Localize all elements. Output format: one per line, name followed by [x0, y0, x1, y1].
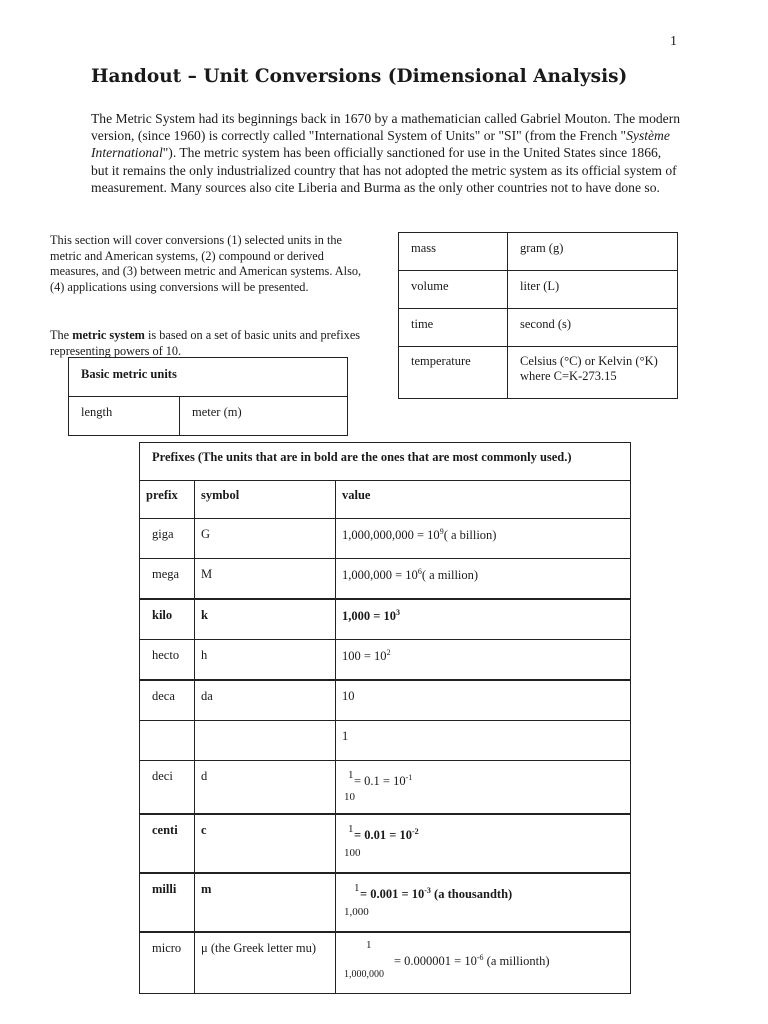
basic-units-table-continued [398, 232, 678, 399]
prefix-cell: hecto [140, 640, 195, 681]
value-exponent: 6 [417, 567, 422, 576]
quantity-cell: temperature [399, 347, 508, 399]
value-exponent: 2 [386, 648, 391, 657]
table-row [140, 721, 631, 761]
basic-units-table [68, 357, 348, 436]
prefixes-caption-row [140, 443, 631, 481]
value-cell [336, 640, 631, 681]
intro-text-emphasis: Système International [91, 128, 670, 161]
table-row [140, 932, 631, 994]
prefix-cell [140, 721, 195, 761]
prefix-cell: giga [140, 519, 195, 559]
value-text: = 0.001 = 10 [360, 887, 425, 902]
table-row [69, 397, 348, 436]
value-cell [336, 761, 631, 815]
fraction [342, 941, 582, 981]
value-text: 1,000,000,000 = 10 [342, 528, 440, 543]
prefix-cell: mega [140, 559, 195, 600]
fraction-denominator: 1,000,000 [344, 969, 384, 980]
value-text: = 0.000001 = 10 [394, 954, 477, 969]
quantity-cell: volume [399, 271, 508, 309]
table-row [140, 814, 631, 873]
table-row [140, 761, 631, 815]
basic-units-header-row [69, 358, 348, 397]
value-cell [336, 932, 631, 994]
fraction-value [354, 773, 412, 789]
quantity-cell: time [399, 309, 508, 347]
table-row [399, 309, 678, 347]
table-row [399, 271, 678, 309]
table-row [399, 347, 678, 399]
basic-units-header: Basic metric units [69, 358, 348, 397]
symbol-cell [195, 721, 336, 761]
fraction-denominator: 10 [344, 791, 355, 803]
value-note: ( a million) [421, 568, 479, 583]
fraction [342, 769, 582, 809]
column-header-value: value [336, 481, 631, 519]
fraction-numerator: 1 [354, 882, 360, 894]
table-row [140, 680, 631, 721]
table-row [399, 233, 678, 271]
page-number: 1 [670, 34, 677, 49]
fraction-numerator: 1 [348, 823, 354, 835]
prefixes-table [139, 442, 631, 994]
value-exponent: -1 [405, 773, 413, 782]
symbol-cell: m [195, 873, 336, 932]
quantity-cell: length [69, 397, 180, 436]
value-note: (a thousandth) [430, 887, 513, 902]
symbol-cell: da [195, 680, 336, 721]
value-cell [336, 519, 631, 559]
value-text: = 0.01 = 10 [354, 828, 412, 843]
value-cell [336, 873, 631, 932]
fraction-value [360, 886, 512, 902]
fraction-numerator: 1 [366, 939, 372, 951]
unit-cell: meter (m) [180, 397, 348, 436]
value-cell [336, 599, 631, 640]
section-paragraph: This section will cover conversions (1) selected units in the metric and American systems, (2) compound or derived measures, and (3) between metric and American systems. Also, (4) applications using conversions will be presented. [50, 233, 362, 294]
prefix-cell: deci [140, 761, 195, 815]
value-text: 1,000 = 10 [342, 609, 396, 624]
symbol-cell: d [195, 761, 336, 815]
value-exponent: 9 [439, 527, 444, 536]
intro-paragraph [91, 110, 681, 196]
prefix-cell: centi [140, 814, 195, 873]
fraction-value [354, 827, 419, 843]
value-exponent: -3 [424, 886, 431, 895]
fraction-numerator: 1 [348, 769, 354, 781]
prefix-cell: micro [140, 932, 195, 994]
value-exponent: 3 [396, 608, 400, 617]
symbol-cell: G [195, 519, 336, 559]
value-cell [336, 559, 631, 600]
table-row [140, 559, 631, 600]
prefix-cell: kilo [140, 599, 195, 640]
metric-text-bold: metric system [72, 328, 145, 342]
intro-text-end: "). The metric system has been officially sanctioned for use in the United States since 1866, but it remains the only industrialized country that has not adopted the metric system as its official system of measurement. Many sources also cite Liberia and Burma as the only other countries not to have done so. [91, 145, 677, 195]
table-row [140, 640, 631, 681]
unit-cell: gram (g) [508, 233, 678, 271]
prefix-cell: deca [140, 680, 195, 721]
symbol-cell: c [195, 814, 336, 873]
value-exponent: -6 [476, 953, 484, 962]
symbol-cell: μ (the Greek letter mu) [195, 932, 336, 994]
metric-text-end: is based on a set of basic units and prefixes representing powers of 10. [50, 328, 361, 358]
value-note: ( a billion) [443, 528, 497, 543]
page-title: Handout – Unit Conversions (Dimensional Analysis) [91, 66, 628, 87]
quantity-cell: mass [399, 233, 508, 271]
column-header-symbol: symbol [195, 481, 336, 519]
symbol-cell: M [195, 559, 336, 600]
intro-text-start: The Metric System had its beginnings back in 1670 by a mathematician called Gabriel Mouton. The modern version, (since 1960) is correctly called "International System of Units" or "SI" (from the French " [91, 111, 681, 144]
symbol-cell: h [195, 640, 336, 681]
value-exponent: -2 [412, 827, 419, 836]
value-text: 1,000,000 = 10 [342, 568, 418, 583]
value-cell: 1 [336, 721, 631, 761]
value-note: (a millionth) [483, 954, 550, 969]
value-text: = 0.1 = 10 [354, 774, 406, 789]
fraction [342, 823, 582, 863]
table-row [140, 599, 631, 640]
prefix-cell: milli [140, 873, 195, 932]
metric-system-paragraph [50, 328, 372, 359]
table-row [140, 519, 631, 559]
symbol-cell: k [195, 599, 336, 640]
fraction-denominator: 1,000 [344, 906, 369, 918]
unit-cell: liter (L) [508, 271, 678, 309]
prefixes-header-row [140, 481, 631, 519]
value-cell: 10 [336, 680, 631, 721]
metric-text-start: The [50, 328, 73, 342]
prefixes-caption: Prefixes (The units that are in bold are the ones that are most commonly used.) [140, 443, 631, 481]
unit-cell: second (s) [508, 309, 678, 347]
fraction [342, 882, 582, 922]
unit-cell: Celsius (°C) or Kelvin (°K) where C=K-273.15 [508, 347, 678, 399]
value-text: 100 = 10 [342, 649, 387, 664]
column-header-prefix: prefix [140, 481, 195, 519]
fraction-value [394, 953, 550, 969]
fraction-denominator: 100 [344, 847, 361, 859]
value-cell [336, 814, 631, 873]
table-row [140, 873, 631, 932]
